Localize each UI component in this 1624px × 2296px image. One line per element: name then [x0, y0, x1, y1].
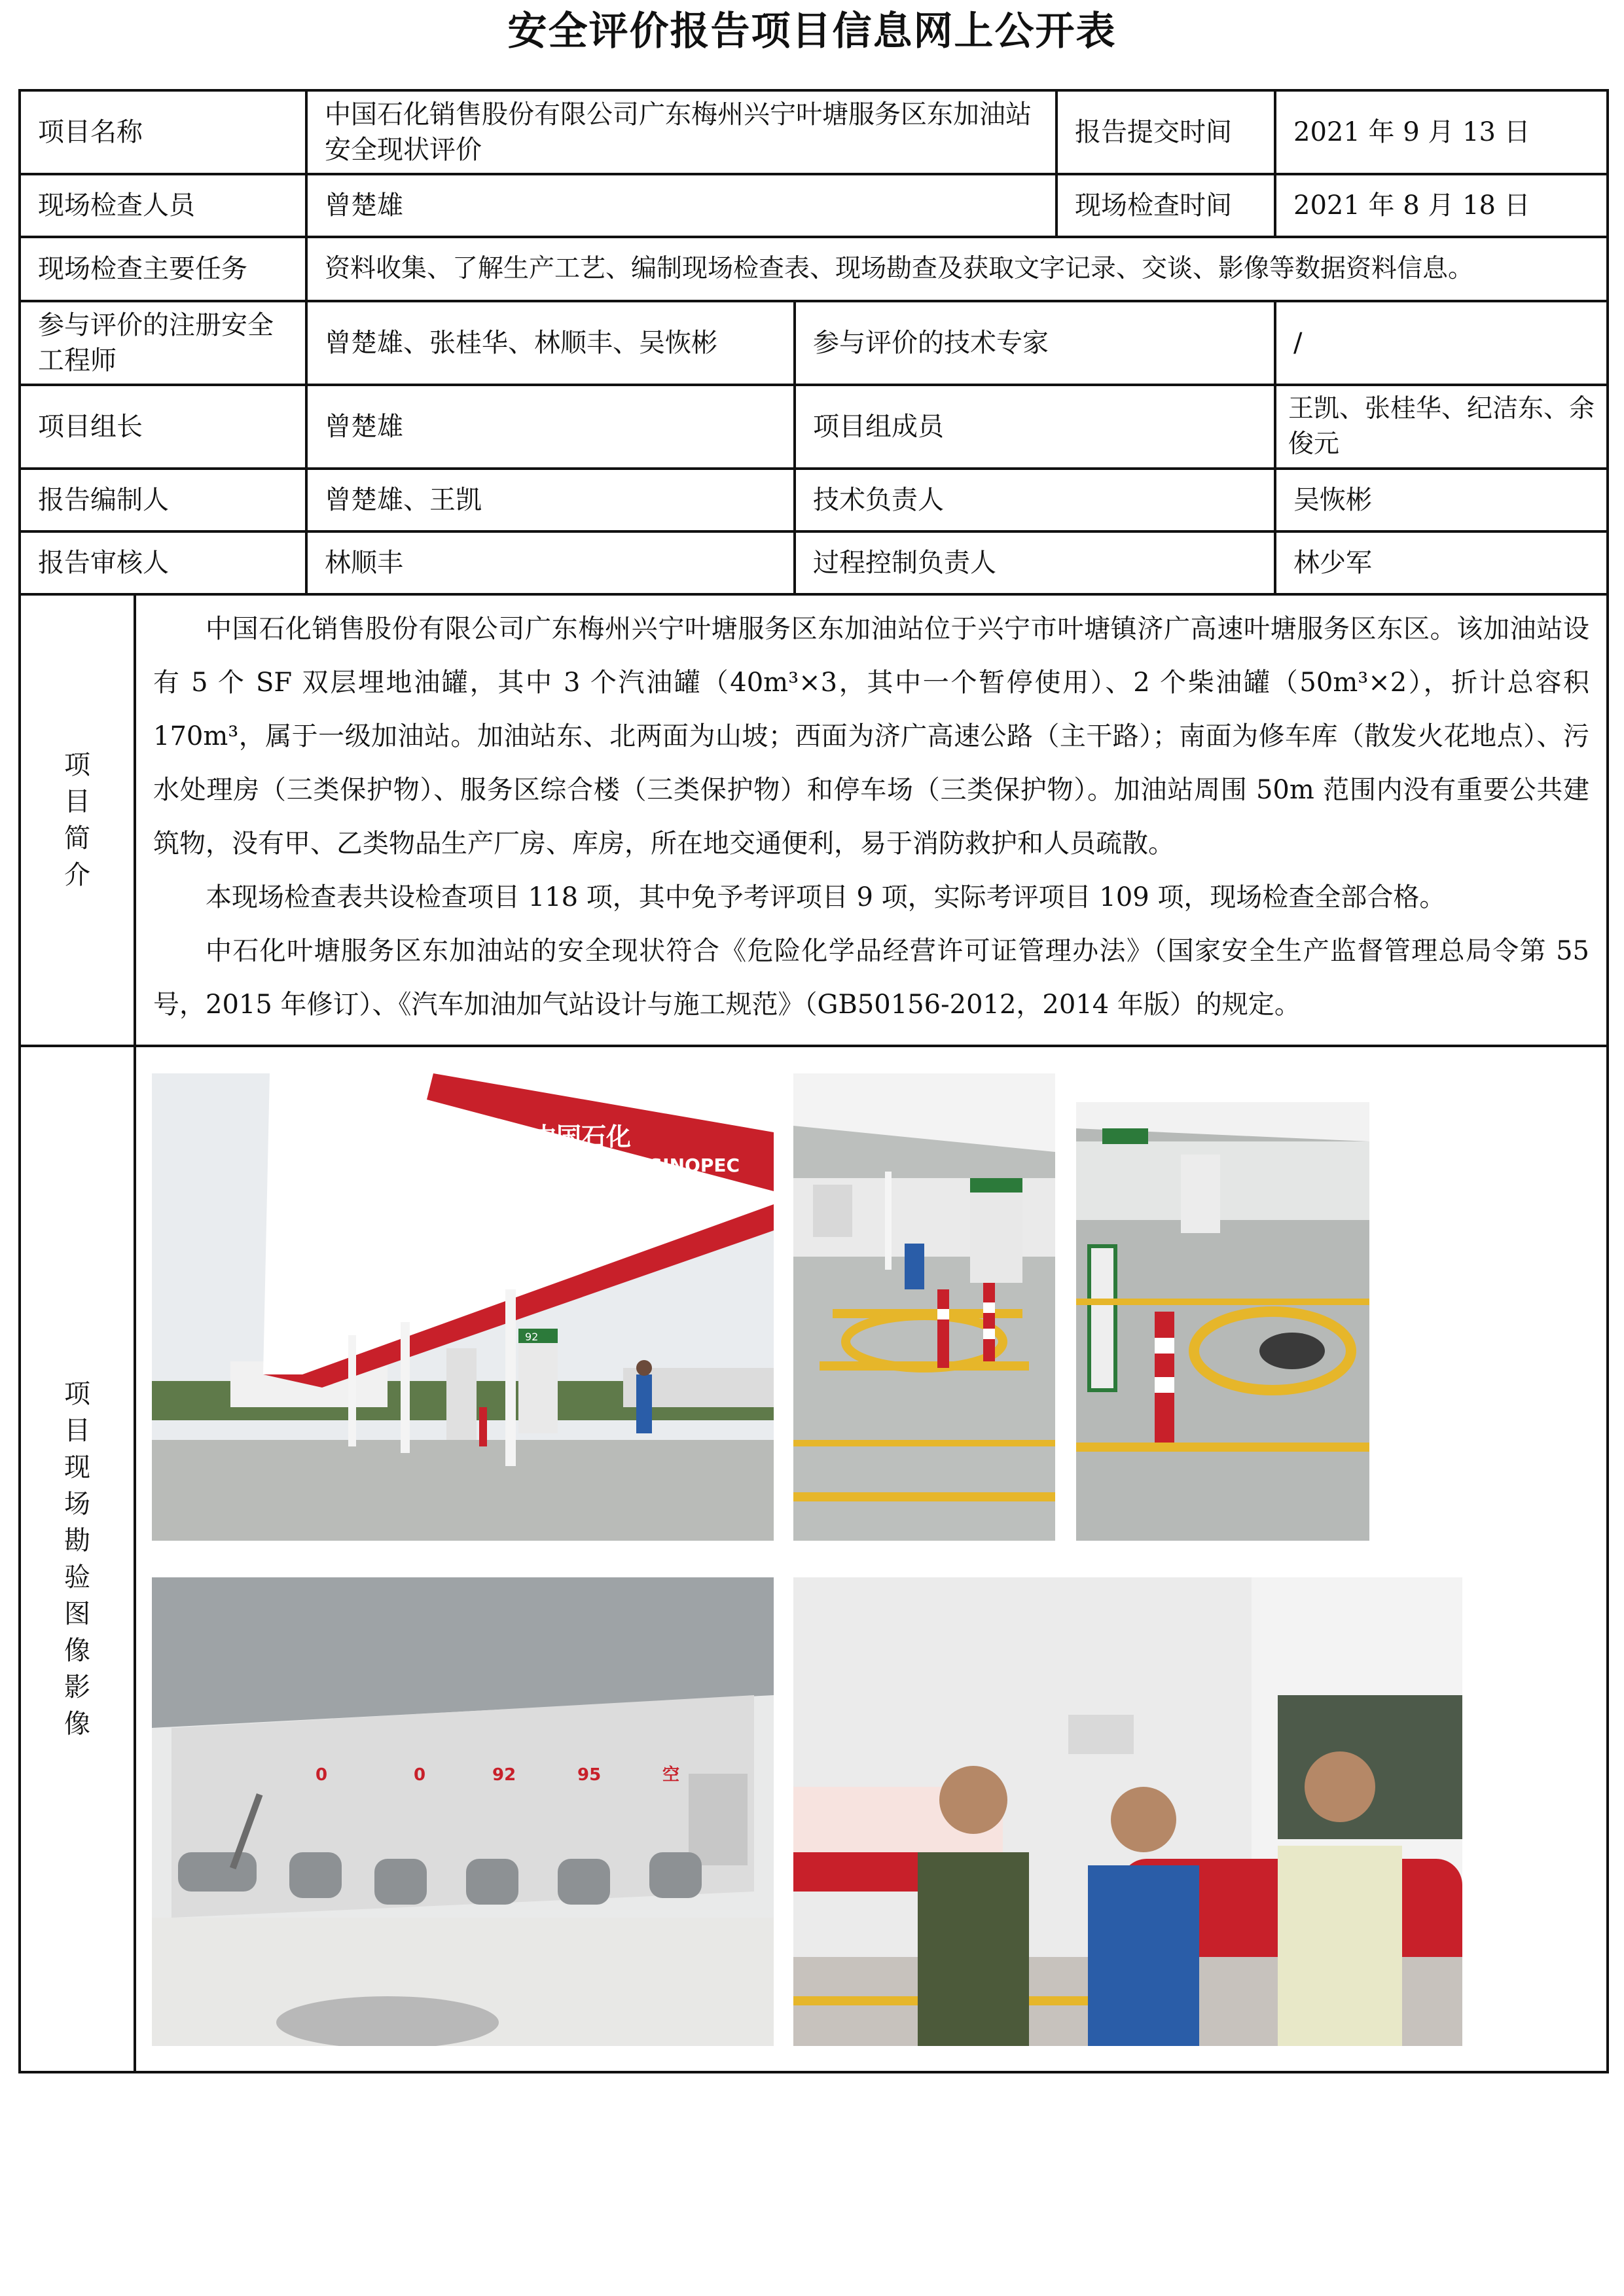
project-name-value: 中国石化销售股份有限公司广东梅州兴宁叶塘服务区东加油站安全现状评价 — [306, 90, 1056, 174]
valve-label-3: 92 — [492, 1765, 516, 1785]
valve-label-4: 95 — [577, 1765, 602, 1785]
engineers-label: 参与评价的注册安全工程师 — [20, 301, 306, 385]
valve-label-5: 空 — [662, 1765, 680, 1785]
photo-bollards — [1076, 1102, 1369, 1541]
personnel-image — [793, 1577, 1462, 2046]
row-inspector — [20, 174, 1608, 237]
valve-label-2: 0 — [414, 1765, 426, 1785]
row-project-name — [20, 90, 1608, 174]
members-value: 王凯、张桂华、纪洁东、余俊元 — [1275, 385, 1608, 469]
process-lead-label: 过程控制负责人 — [795, 531, 1275, 594]
engineers-value: 曾楚雄、张桂华、林顺丰、吴恢彬 — [306, 301, 795, 385]
photo-valve-box — [152, 1577, 774, 2046]
process-lead-value: 林少军 — [1275, 531, 1608, 594]
row-intro — [20, 594, 1608, 1046]
reviewer-label: 报告审核人 — [20, 531, 306, 594]
intro-label: 项目简介 — [20, 594, 135, 1046]
photo-lane-markings — [793, 1073, 1055, 1541]
photo-station-canopy — [152, 1073, 774, 1541]
tech-lead-label: 技术负责人 — [795, 469, 1275, 531]
row-leader — [20, 385, 1608, 469]
intro-paragraph-2: 本现场检查表共设检查项目 118 项，其中免予考评项目 9 项，实际考评项目 109 项，现场检查全部合格。 — [206, 882, 1446, 912]
photo-personnel — [793, 1577, 1462, 2046]
lane-image — [793, 1073, 1055, 1541]
inspect-time-value: 2021 年 8 月 18 日 — [1275, 174, 1608, 237]
valve-label-1: 0 — [316, 1765, 328, 1785]
intro-text — [135, 594, 1608, 1046]
inspect-time-label: 现场检查时间 — [1056, 174, 1275, 237]
leader-label: 项目组长 — [20, 385, 306, 469]
row-photos — [20, 1046, 1608, 2072]
tech-lead-value: 吴恢彬 — [1275, 469, 1608, 531]
info-table — [18, 89, 1609, 2073]
task-label: 现场检查主要任务 — [20, 237, 306, 301]
editor-label: 报告编制人 — [20, 469, 306, 531]
reviewer-value: 林顺丰 — [306, 531, 795, 594]
page-title: 安全评价报告项目信息网上公开表 — [507, 9, 1117, 54]
submit-time-label: 报告提交时间 — [1056, 90, 1275, 174]
photos-cell — [135, 1046, 1608, 2072]
project-name-label: 项目名称 — [20, 90, 306, 174]
inspector-label: 现场检查人员 — [20, 174, 306, 237]
task-value: 资料收集、了解生产工艺、编制现场检查表、现场勘查及获取文字记录、交谈、影像等数据资料信息。 — [306, 237, 1608, 301]
canopy-brand-en-text: SINOPEC — [649, 1155, 740, 1176]
photos-label: 项目现场勘验图像影像 — [20, 1046, 135, 2072]
row-engineers — [20, 301, 1608, 385]
pump-sign-text: 92 — [525, 1331, 539, 1343]
bollard-image — [1076, 1102, 1369, 1541]
intro-paragraph-3: 中石化叶塘服务区东加油站的安全现状符合《危险化学品经营许可证管理办法》（国家安全生产监督管理总局令第 55 号，2015 年修订）、《汽车加油加气站设计与施工规范》（GB50156-2012，2014 年版）的规定。 — [153, 936, 1589, 1020]
valve-image — [152, 1577, 774, 2046]
intro-paragraph-1: 中国石化销售股份有限公司广东梅州兴宁叶塘服务区东加油站位于兴宁市叶塘镇济广高速叶塘服务区东区。该加油站设有 5 个 SF 双层埋地油罐，其中 3 个汽油罐（40m³×3，其中一个暂停使用）、2 个柴油罐（50m³×2），折计总容积 170m³，属于一级加油站。加油站东、北两面为山坡；西面为济广高速公路（主干路）；南面为修车库（散发火花地点）、污水处理房（三类保护物）、服务区综合楼（三类保护物）和停车场（三类保护物）。加油站周围 50m 范围内没有重要公共建筑物，没有甲、乙类物品生产厂房、库房，所在地交通便利，易于消防救护和人员疏散。 — [153, 614, 1589, 859]
leader-value: 曾楚雄 — [306, 385, 795, 469]
row-editor — [20, 469, 1608, 531]
row-reviewer — [20, 531, 1608, 594]
submit-time-value: 2021 年 9 月 13 日 — [1275, 90, 1608, 174]
experts-label: 参与评价的技术专家 — [795, 301, 1275, 385]
members-label: 项目组成员 — [795, 385, 1275, 469]
experts-value: / — [1275, 301, 1608, 385]
inspector-value: 曾楚雄 — [306, 174, 1056, 237]
editor-value: 曾楚雄、王凯 — [306, 469, 795, 531]
row-task — [20, 237, 1608, 301]
canopy-image — [152, 1073, 774, 1541]
canopy-brand-text: 中国石化 — [532, 1122, 632, 1151]
